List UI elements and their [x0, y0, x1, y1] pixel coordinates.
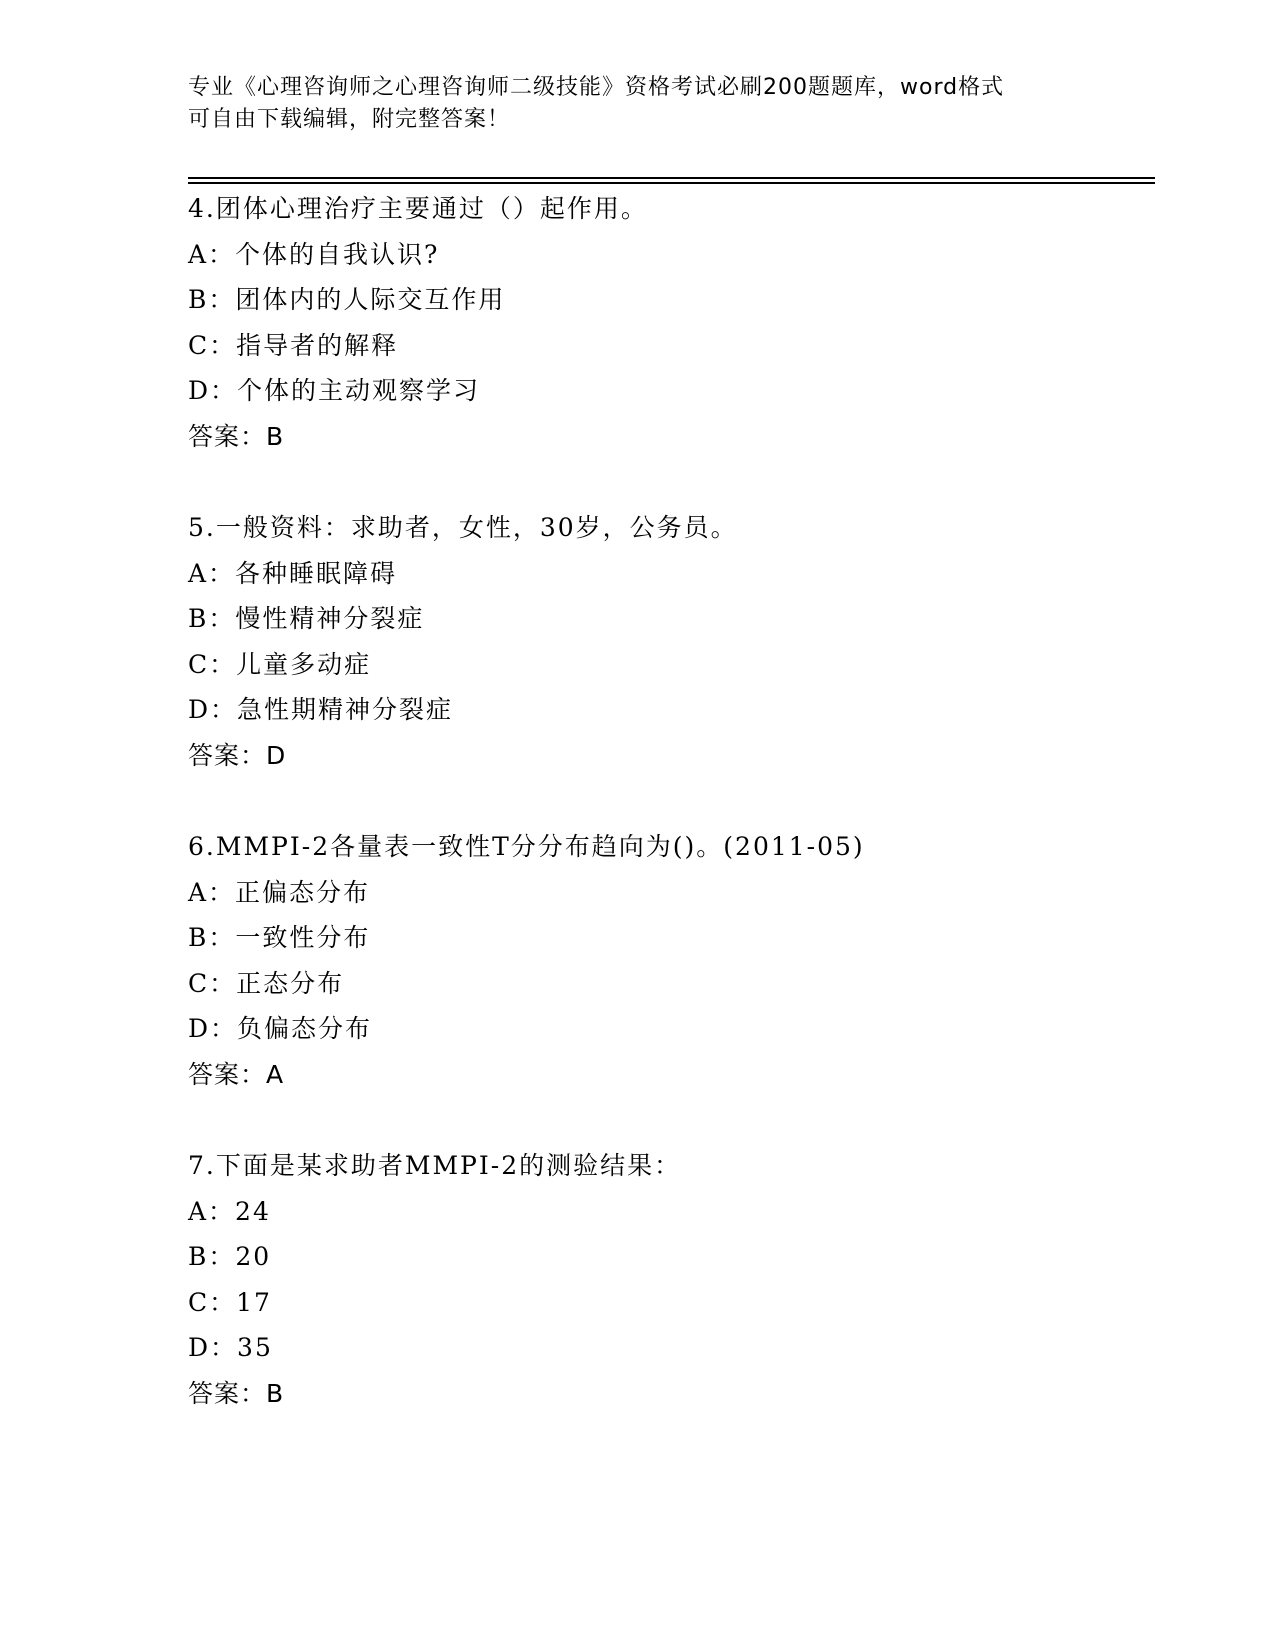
- option-a: A：各种睡眠障碍: [188, 558, 398, 588]
- option-c: C：指导者的解释: [188, 330, 399, 360]
- question-stem: 5.一般资料：求助者，女性，30岁，公务员。: [188, 513, 738, 542]
- question-7: [188, 1143, 1188, 1462]
- option-a: A：正偏态分布: [188, 877, 371, 907]
- question-4: [188, 186, 1188, 505]
- option-b: B：20: [188, 1242, 272, 1272]
- option-c: C：17: [188, 1287, 272, 1317]
- option-d: D：35: [188, 1333, 273, 1363]
- option-d: D：负偏态分布: [188, 1014, 373, 1044]
- option-c: C：儿童多动症: [188, 649, 372, 679]
- question-stem: 4.团体心理治疗主要通过（）起作用。: [188, 194, 648, 223]
- document-header: [188, 72, 1088, 136]
- option-d: D：急性期精神分裂症: [188, 695, 454, 725]
- option-b: B：慢性精神分裂症: [188, 604, 425, 634]
- answer-line: 答案：B: [188, 1378, 285, 1408]
- option-b: B：一致性分布: [188, 923, 371, 953]
- question-6: [188, 824, 1188, 1143]
- option-c: C：正态分布: [188, 968, 345, 998]
- option-b: B：团体内的人际交互作用: [188, 285, 506, 315]
- header-divider-bottom: [188, 182, 1155, 184]
- question-5: [188, 505, 1188, 824]
- option-a: A：24: [188, 1196, 271, 1226]
- question-list: [188, 186, 1188, 1462]
- option-d: D：个体的主动观察学习: [188, 376, 481, 406]
- answer-line: 答案：D: [188, 740, 287, 770]
- option-a: A：个体的自我认识?: [188, 239, 440, 269]
- answer-line: 答案：A: [188, 1059, 285, 1089]
- header-title-line-2: 可自由下载编辑，附完整答案！: [188, 107, 511, 132]
- question-stem: 7.下面是某求助者MMPI-2的测验结果：: [188, 1151, 682, 1180]
- question-stem: 6.MMPI-2各量表一致性T分分布趋向为()。(2011-05): [188, 832, 865, 861]
- header-title-line-1: 专业《心理咨询师之心理咨询师二级技能》资格考试必刷200题题库，word格式: [188, 75, 1005, 100]
- header-divider-top: [188, 177, 1155, 179]
- answer-line: 答案：B: [188, 421, 285, 451]
